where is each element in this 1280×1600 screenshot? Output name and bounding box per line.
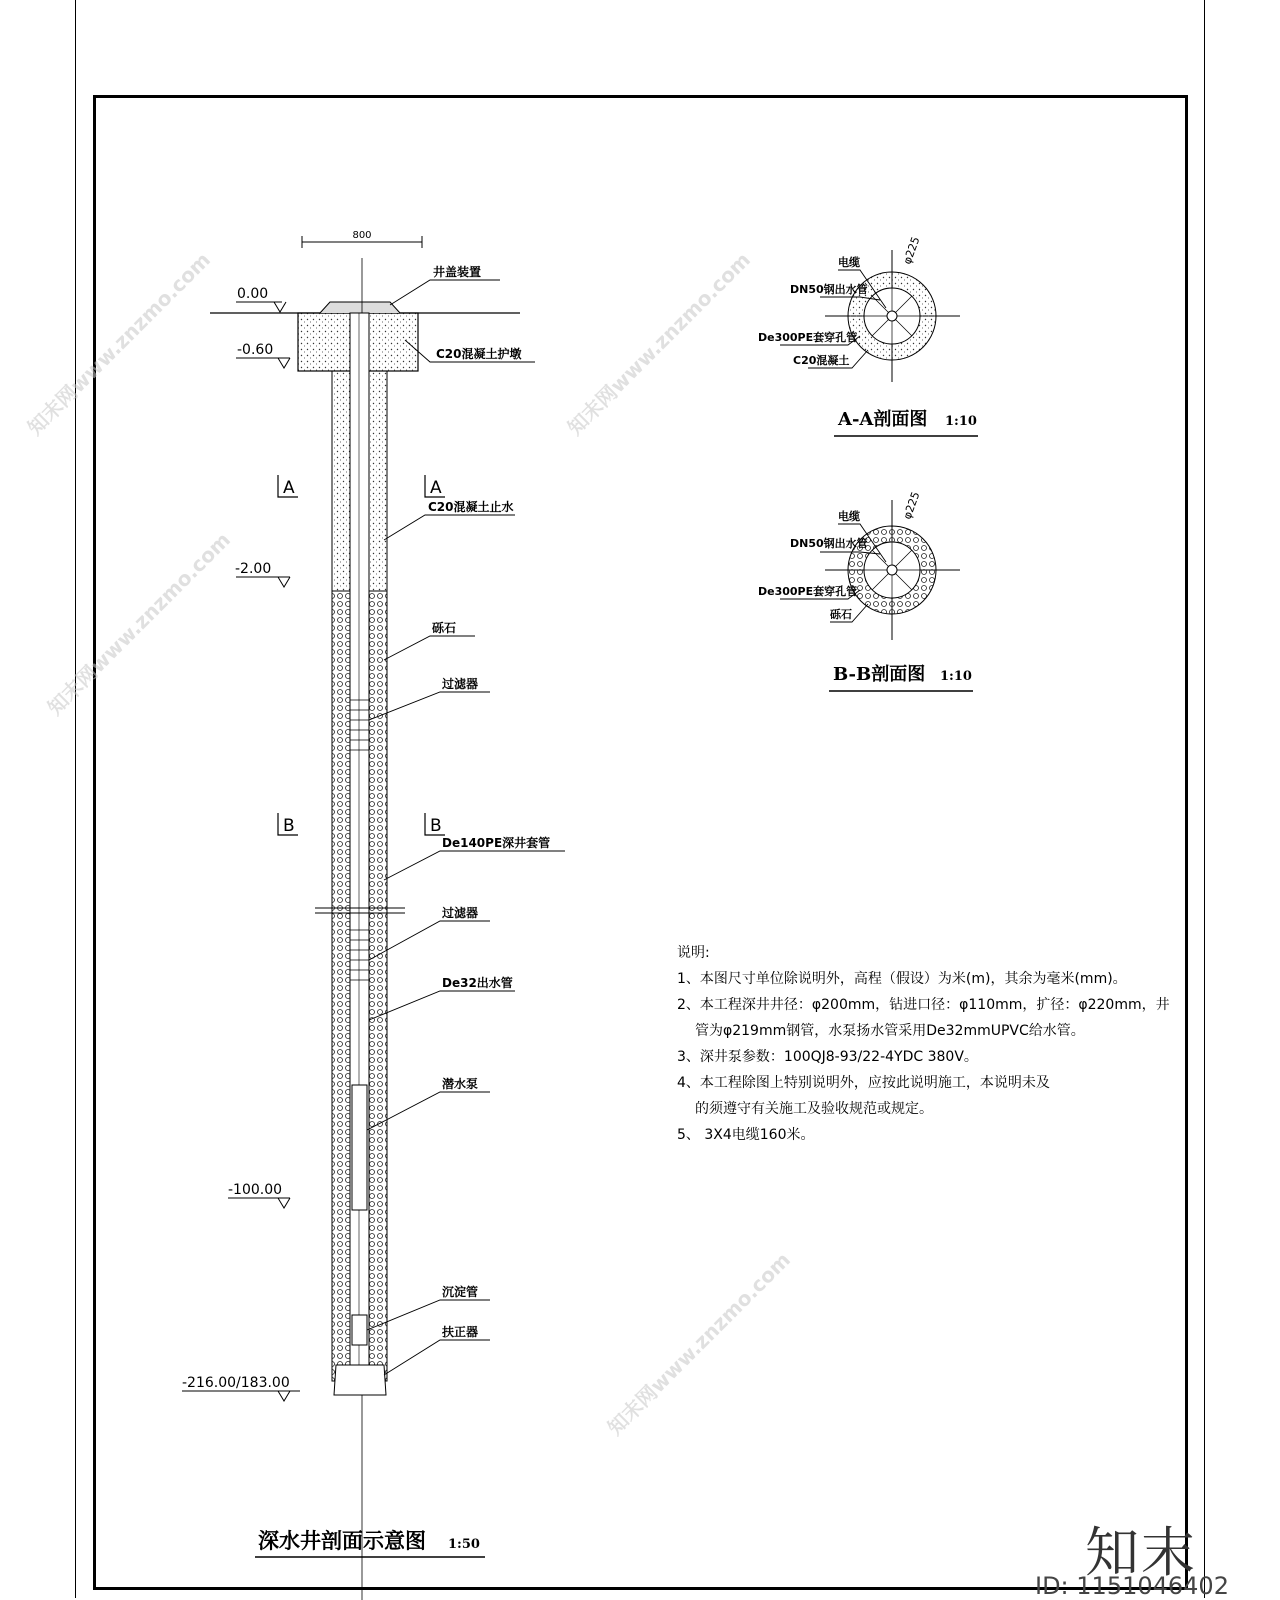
aa-dia: φ225 xyxy=(900,235,923,267)
aa-sleeve: De300PE套穿孔管 xyxy=(758,331,858,344)
elev-100: -100.00 xyxy=(228,1182,283,1198)
elev-200: -2.00 xyxy=(235,561,272,577)
label-pump: 潜水泵 xyxy=(442,1077,479,1091)
note-5: 5、 3X4电缆160米。 xyxy=(677,1127,815,1143)
main-scale: 1:50 xyxy=(448,1537,480,1552)
elev-060: -0.60 xyxy=(237,342,274,358)
bb-outlet: DN50钢出水管 xyxy=(790,537,868,550)
image-id: ID: 1151046402 xyxy=(1035,1572,1229,1600)
note-2b: 管为φ219mm钢管，水泵扬水管采用De32mmUPVC给水管。 xyxy=(695,1023,1085,1039)
aa-outlet: DN50钢出水管 xyxy=(790,283,868,296)
bb-title: B-B剖面图 xyxy=(833,664,926,685)
note-1: 1、本图尺寸单位除说明外，高程（假设）为米(m)，其余为毫米(mm)。 xyxy=(677,971,1127,987)
note-4b: 的须遵守有关施工及验收规范或规定。 xyxy=(695,1101,933,1117)
label-concrete-seal: C20混凝土止水 xyxy=(428,500,514,514)
dim-800: 800 xyxy=(352,230,372,241)
label-concrete-pier: C20混凝土护墩 xyxy=(436,347,522,361)
note-4a: 4、本工程除图上特别说明外，应按此说明施工，本说明未及 xyxy=(677,1075,1050,1091)
label-filter-2: 过滤器 xyxy=(442,906,479,920)
sec-a-left: A xyxy=(283,478,295,498)
sec-b-left: B xyxy=(283,816,295,836)
aa-fill: C20混凝土 xyxy=(793,354,850,367)
label-settling-pipe: 沉淀管 xyxy=(442,1285,479,1299)
label-centralizer: 扶正器 xyxy=(442,1325,479,1339)
design-notes xyxy=(677,940,1170,1148)
bb-dia: φ225 xyxy=(900,490,923,522)
label-gravel: 砾石 xyxy=(432,621,457,635)
note-3: 3、深井泵参数：100QJ8-93/22-4YDC 380V。 xyxy=(677,1049,978,1065)
bb-sleeve: De300PE套穿孔管 xyxy=(758,585,858,598)
watermark: 知末网www.znzmo.com xyxy=(602,1247,796,1440)
bb-scale: 1:10 xyxy=(940,669,972,684)
watermark: 知末网www.znzmo.com xyxy=(562,247,756,440)
watermark: 知末网www.znzmo.com xyxy=(42,527,236,720)
sec-b-right: B xyxy=(430,816,442,836)
aa-scale: 1:10 xyxy=(945,414,977,429)
label-outlet-pipe: De32出水管 xyxy=(442,976,513,990)
section-bb-diagram xyxy=(758,490,973,691)
note-2a: 2、本工程深井井径：φ200mm，钻进口径：φ110mm，扩径：φ220mm，井 xyxy=(677,997,1170,1013)
section-aa-diagram xyxy=(758,235,978,436)
watermark: 知末网www.znzmo.com xyxy=(22,247,216,440)
sec-a-right: A xyxy=(430,478,442,498)
elev-bottom: -216.00/183.00 xyxy=(182,1375,290,1391)
label-filter-1: 过滤器 xyxy=(442,677,479,691)
bb-fill: 砾石 xyxy=(830,608,852,621)
label-casing: De140PE深井套管 xyxy=(442,836,551,850)
main-title: 深水井剖面示意图 xyxy=(258,1528,426,1553)
elev-0: 0.00 xyxy=(237,286,269,302)
label-well-cover: 井盖装置 xyxy=(433,265,482,279)
brand-logo: 知末 xyxy=(1085,1521,1197,1584)
bb-cable: 电缆 xyxy=(838,510,860,523)
aa-cable: 电缆 xyxy=(838,256,860,269)
aa-title: A-A剖面图 xyxy=(838,409,928,430)
notes-heading: 说明: xyxy=(677,945,710,961)
